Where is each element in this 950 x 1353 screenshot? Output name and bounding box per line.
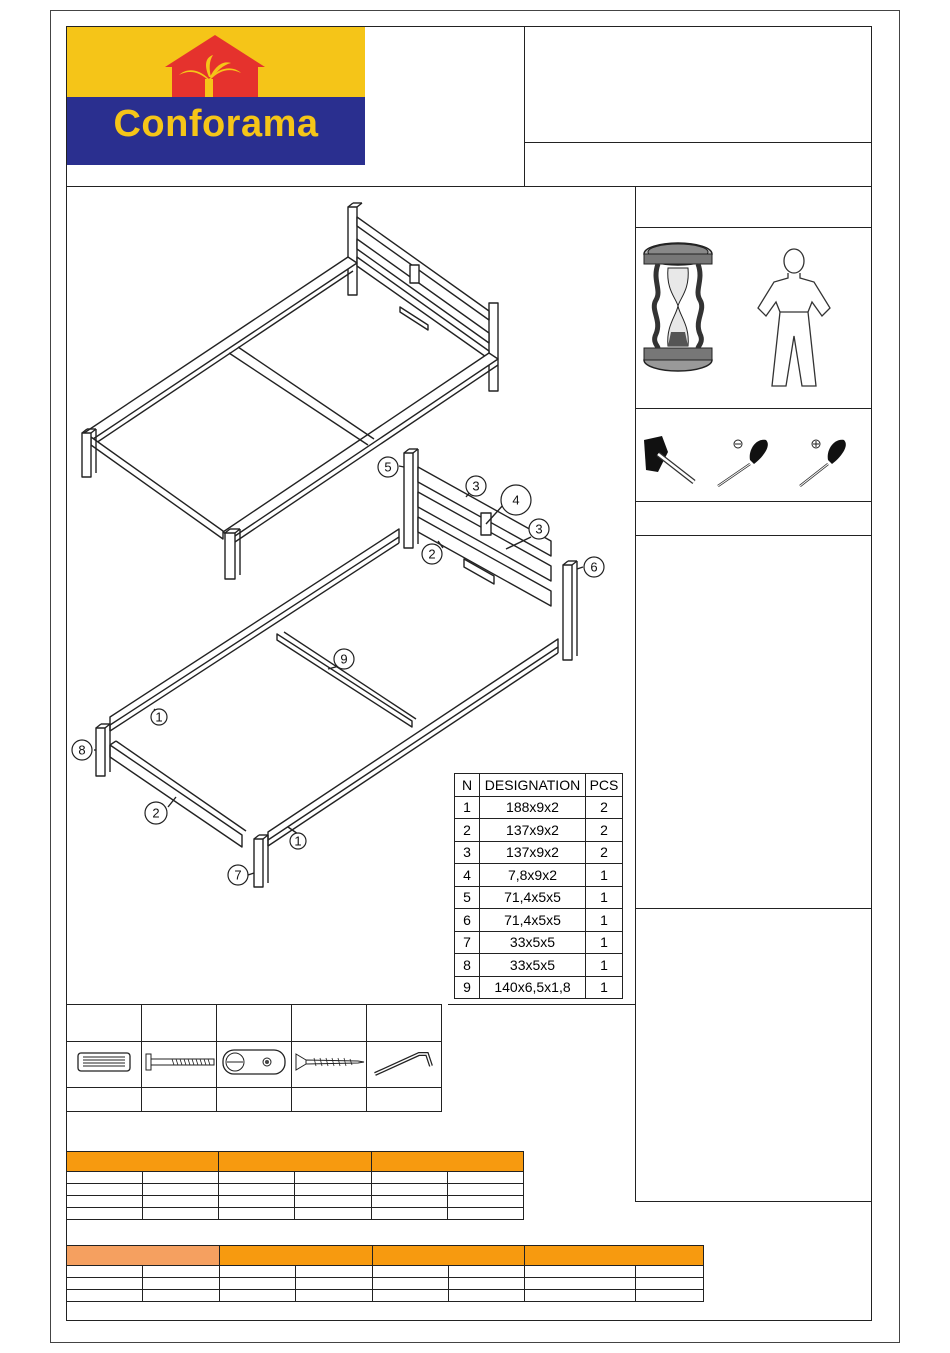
table-row: 6 71,4x5x5 1 [455,909,623,932]
sidebar-line-4 [635,535,872,536]
table-row: 5 71,4x5x5 1 [455,886,623,909]
person-icon [752,246,840,394]
brand-name: Conforama [113,103,319,145]
svg-text:6: 6 [590,559,598,575]
flat-screwdriver-icon [714,434,772,490]
orange-table-2-header [67,1246,704,1266]
svg-text:3: 3 [472,478,480,494]
parts-table [454,773,623,999]
barrel-nut-cell [217,1042,292,1088]
screw-cell [292,1042,367,1088]
hardware-table-bottom-row [67,1088,442,1112]
allen-key-icon [367,1042,441,1082]
table-row [67,1266,704,1278]
parts-table-header: N DESIGNATION PCS [455,774,623,797]
hardware-icons-row [67,1042,442,1088]
callout-7 [228,865,248,885]
svg-text:2: 2 [152,805,160,821]
table-row [67,1208,524,1220]
callout-1a [151,709,167,725]
table-row: 1 188x9x2 2 [455,796,623,819]
table-row [67,1278,704,1290]
orange-table-1 [66,1151,524,1220]
callout-1b [290,833,306,849]
svg-text:5: 5 [384,459,392,475]
dowel-icon [67,1042,141,1082]
callout-6 [584,557,604,577]
table-row: 4 7,8x9x2 1 [455,864,623,887]
sidebar-line-2 [635,408,872,409]
callout-5 [378,457,398,477]
sidebar-line-3 [635,501,872,502]
callout-8 [72,740,92,760]
table-row: 8 33x5x5 1 [455,954,623,977]
callout-2a [422,544,442,564]
svg-text:9: 9 [340,651,348,667]
svg-text:7: 7 [234,867,242,883]
table-row: 2 137x9x2 2 [455,819,623,842]
table-row: 7 33x5x5 1 [455,931,623,954]
sidebar-line-5 [635,908,872,909]
table-row: 3 137x9x2 2 [455,841,623,864]
drawing-bottom-line [448,1004,635,1005]
table-row [67,1290,704,1302]
callout-3a [466,476,486,496]
barrel-nut-icon [217,1042,291,1082]
svg-text:1: 1 [294,833,302,849]
bolt-icon [142,1042,216,1082]
bolt-cell [142,1042,217,1088]
sidebar-line-1 [635,227,872,228]
orange-table-1-header [67,1152,524,1172]
screw-icon [292,1042,366,1082]
sidebar-line-6 [635,1201,872,1202]
header-vertical-divider [524,26,525,186]
callout-3b [529,519,549,539]
phillips-screwdriver-icon [796,434,852,490]
callout-2b [145,802,167,824]
allen-key-cell [367,1042,442,1088]
table-row [67,1172,524,1184]
sidebar-divider [635,186,636,1202]
svg-text:2: 2 [428,546,436,562]
header-right-divider [524,142,872,143]
brand-logo [67,27,365,165]
table-row [67,1196,524,1208]
callout-4 [501,485,531,515]
dowel-cell [67,1042,142,1088]
hammer-icon [640,432,702,490]
callout-9 [334,649,354,669]
svg-text:1: 1 [155,709,163,725]
svg-text:8: 8 [78,742,86,758]
hardware-table-top-row [67,1005,442,1042]
svg-text:3: 3 [535,521,543,537]
table-row: 9 140x6,5x1,8 1 [455,976,623,999]
table-row [67,1184,524,1196]
hourglass-icon [640,240,720,375]
orange-table-2 [66,1245,704,1302]
svg-text:4: 4 [512,492,520,508]
hardware-table [66,1004,442,1112]
